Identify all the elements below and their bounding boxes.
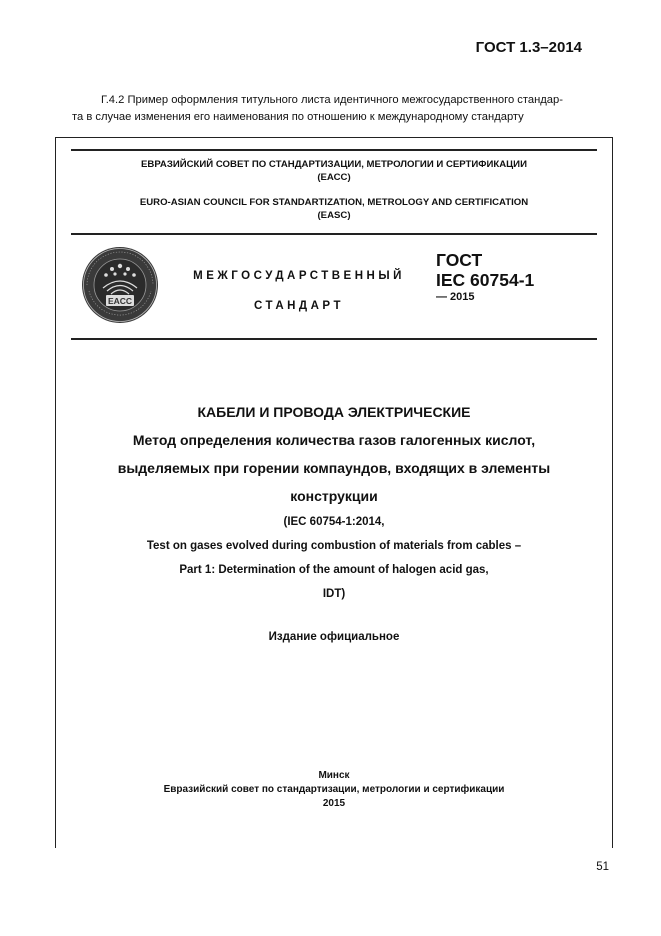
gost-number: IEC 60754-1	[436, 270, 535, 290]
organization-english	[71, 196, 597, 222]
publisher-name: Евразийский совет по стандартизации, метрологии и сертификации	[163, 784, 505, 795]
publication-year: 2015	[322, 798, 346, 809]
org-en-line-2: (EASC)	[317, 210, 351, 221]
org-ru-line-2: (ЕАСС)	[317, 172, 351, 183]
middle-rule-top	[71, 233, 597, 235]
intro-line-1: Г.4.2 Пример оформления титульного листа идентичного межгосударственного стандар-	[101, 94, 563, 106]
title-main: КАБЕЛИ И ПРОВОДА ЭЛЕКТРИЧЕСКИЕ	[197, 404, 471, 420]
gost-year: — 2015	[436, 291, 475, 303]
interstate-line-1: МЕЖГОСУДАРСТВЕННЫЙ	[193, 270, 405, 282]
english-line-3: Part 1: Determination of the amount of halogen acid gas,	[179, 564, 489, 576]
easc-logo-seal	[81, 246, 159, 324]
english-line-1: (IEC 60754-1:2014,	[283, 516, 385, 528]
publication-city: Минск	[318, 770, 350, 781]
logo-lettering: EACC	[107, 296, 133, 306]
interstate-line-2: СТАНДАРТ	[254, 300, 344, 312]
document-code: ГОСТ 1.3–2014	[475, 39, 582, 56]
publication-info	[71, 769, 597, 811]
title-sub-2: выделяемых при горении компаундов, входящих в элементы	[117, 460, 551, 476]
english-line-4: IDT)	[322, 588, 346, 600]
standard-title	[71, 398, 597, 606]
gost-designation	[436, 250, 534, 304]
intro-line-2: та в случае изменения его наименования по отношению к международному стандарту	[72, 111, 524, 123]
edition-label: Издание официальное	[268, 631, 400, 643]
organization-russian	[71, 158, 597, 184]
title-sub-1: Метод определения количества газов галогенных кислот,	[132, 432, 536, 448]
english-line-2: Test on gases evolved during combustion of materials from cables –	[146, 540, 522, 552]
top-rule	[71, 149, 597, 151]
interstate-standard-label	[176, 261, 422, 321]
org-en-line-1: EURO-ASIAN COUNCIL FOR STANDARTIZATION, METROLOGY AND CERTIFICATION	[139, 197, 529, 208]
middle-rule-bottom	[71, 338, 597, 340]
gost-label: ГОСТ	[436, 250, 483, 270]
title-sub-3: конструкции	[290, 488, 378, 504]
org-ru-line-1: ЕВРАЗИЙСКИЙ СОВЕТ ПО СТАНДАРТИЗАЦИИ, МЕТРОЛОГИИ И СЕРТИФИКАЦИИ	[141, 159, 527, 170]
page-number: 51	[596, 861, 609, 873]
intro-paragraph	[72, 92, 602, 126]
